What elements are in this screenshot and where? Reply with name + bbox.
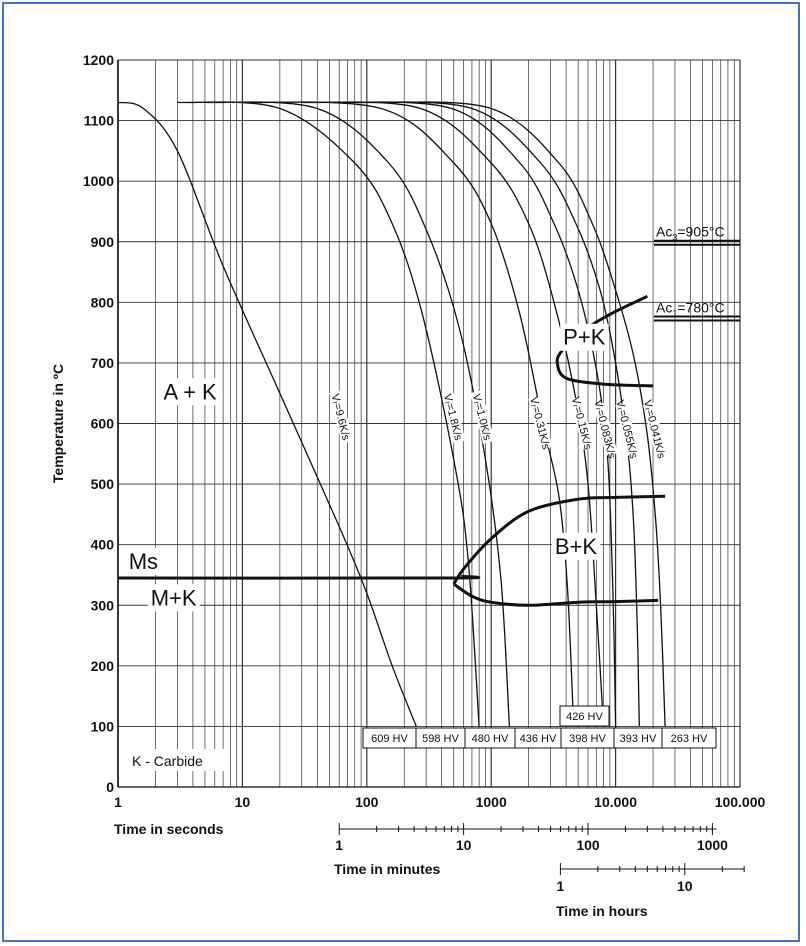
- y-axis-label: Temperature in ºC: [50, 363, 66, 484]
- x-tick-label-hours: 10: [677, 878, 693, 894]
- x-axis-label-hours: Time in hours: [556, 903, 648, 919]
- x-axis-label-seconds: Time in seconds: [114, 821, 224, 837]
- hardness-label: 598 HV: [422, 733, 459, 745]
- ref-label-value: =780°C: [677, 299, 725, 316]
- x-tick-label-seconds: 100.000: [714, 794, 766, 810]
- ref-label-main: Ac: [656, 223, 673, 240]
- cooling-rate-label: Vᵣ=1.8K/s: [440, 392, 465, 442]
- x-tick-label-minutes: 10: [455, 837, 472, 853]
- y-tick-label: 100: [90, 718, 114, 735]
- ref-label-main: Ac: [656, 299, 673, 316]
- cooling-rate-label-group: [328, 390, 353, 444]
- cooling-rate-label: Vᵣ=0.041K/s: [640, 398, 668, 460]
- x-tick-label-seconds: 10.000: [594, 794, 638, 810]
- region-label: A + K: [163, 379, 217, 405]
- ref-label-subscript: 3: [672, 232, 678, 243]
- x-axis-label-minutes: Time in minutes: [334, 861, 441, 877]
- hardness-label: 393 HV: [619, 733, 657, 745]
- cooling-curve: [329, 102, 618, 726]
- hardness-label: 480 HV: [471, 733, 509, 745]
- x-tick-label-minutes: 1: [335, 837, 344, 853]
- y-tick-label: 900: [90, 233, 114, 250]
- cooling-curve: [242, 102, 573, 726]
- hardness-label: 263 HV: [670, 733, 708, 745]
- cooling-curve: [177, 102, 479, 726]
- region-label: P+K: [563, 324, 606, 350]
- cooling-curve: [118, 102, 416, 726]
- y-tick-label: 1100: [83, 112, 114, 129]
- phase-boundary-line: [118, 576, 479, 578]
- x-tick-label-seconds: 1000: [475, 794, 507, 810]
- cooling-rate-label: Vᵣ=0.083K/s: [591, 398, 618, 460]
- region-label: B+K: [554, 533, 598, 559]
- hardness-label: 609 HV: [371, 733, 408, 745]
- cooling-rate-label-group: [591, 399, 618, 461]
- cooling-rate-label-group: [440, 390, 465, 444]
- x-tick-label-minutes: 100: [576, 837, 600, 853]
- y-tick-label: 300: [90, 597, 114, 614]
- legend-note: K - Carbide: [132, 753, 203, 769]
- y-tick-label: 0: [106, 779, 114, 795]
- y-tick-label: 500: [90, 476, 114, 493]
- ref-label-value: =905°C: [677, 223, 725, 240]
- hardness-label: 436 HV: [519, 733, 557, 745]
- y-tick-label: 200: [90, 657, 114, 674]
- x-tick-label-hours: 1: [556, 878, 565, 894]
- y-tick-label: 400: [90, 536, 114, 553]
- hardness-label: 398 HV: [569, 733, 606, 745]
- y-tick-label: 700: [90, 354, 114, 371]
- hardness-label: 426 HV: [566, 711, 603, 723]
- cooling-rate-label-group: [641, 399, 668, 461]
- y-tick-label: 600: [90, 415, 114, 432]
- x-tick-label-seconds: 10: [234, 794, 251, 810]
- y-tick-label: 1200: [82, 52, 114, 68]
- x-tick-label-seconds: 1: [114, 794, 122, 810]
- axis-ticks: [50, 52, 766, 919]
- x-tick-label-minutes: 1000: [696, 837, 728, 853]
- x-tick-label-seconds: 100: [355, 794, 379, 810]
- cooling-curves: [118, 102, 668, 726]
- cooling-rate-label: Vᵣ=1.0K/s: [469, 392, 494, 442]
- cooling-rate-label: Vᵣ=0.055K/s: [613, 398, 640, 460]
- y-tick-label: 1000: [82, 173, 114, 190]
- phase-boundary-line: [454, 584, 658, 605]
- cooling-rate-label: Vᵣ=0.31K/s: [527, 395, 552, 451]
- cooling-rate-label-group: [613, 399, 640, 461]
- ref-label-subscript: 1: [672, 308, 678, 319]
- y-tick-label: 800: [90, 294, 114, 311]
- region-label: M+K: [150, 585, 197, 611]
- region-label: Ms: [128, 548, 159, 574]
- cooling-rate-label: Vᵣ=9.6K/s: [328, 392, 352, 442]
- cooling-rate-label: Vᵣ=0.15K/s: [568, 395, 594, 451]
